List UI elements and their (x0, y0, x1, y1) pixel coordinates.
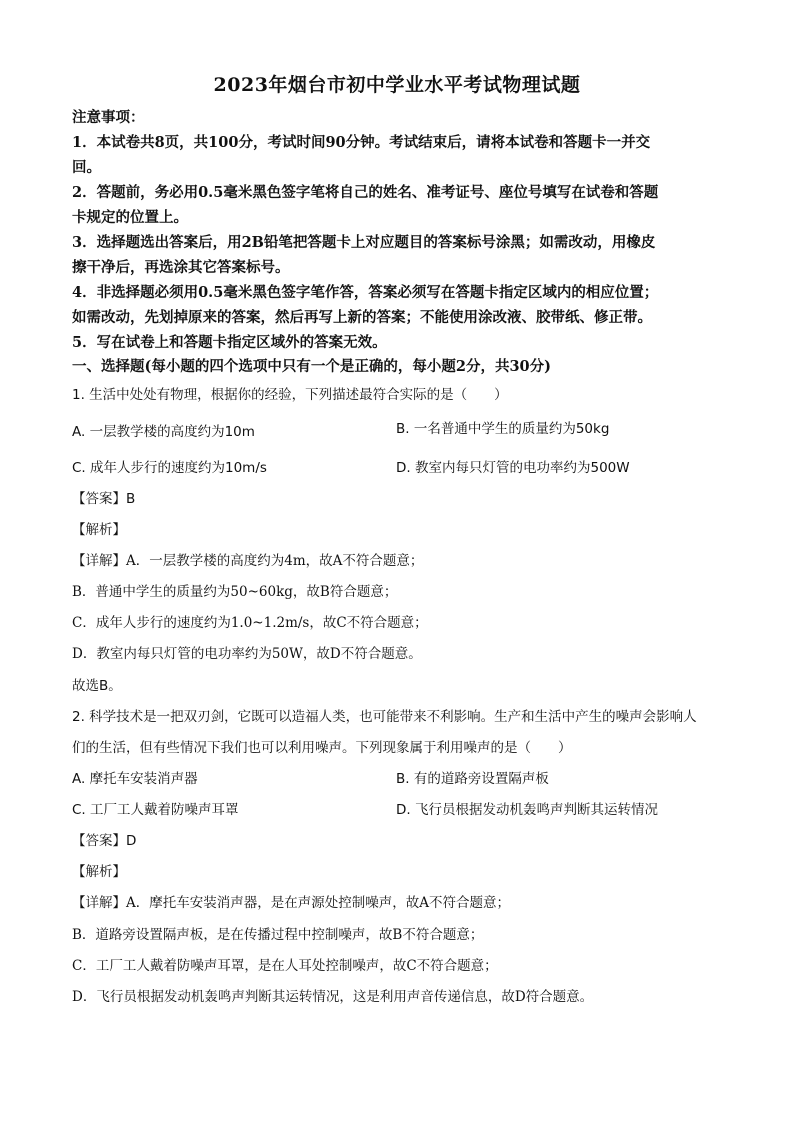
note-line: 如需改动，先划掉原来的答案，然后再写上新的答案；不能使用涂改液、胶带纸、修正带。 (72, 309, 652, 326)
q1-detail-line: 【详解】A．一层教学楼的高度约为4m，故A不符合题意； (72, 553, 424, 569)
question-2-stem: 们的生活，但有些情况下我们也可以利用噪声。下列现象属于利用噪声的是（ ） (72, 740, 572, 756)
note-line: 卡规定的位置上。 (72, 209, 188, 226)
note-line: 2．答题前，务必用0.5毫米黑色签字笔将自己的姓名、准考证号、座位号填写在试卷和答题 (72, 184, 659, 201)
q2-option-d: D. 飞行员根据发动机轰鸣声判断其运转情况 (396, 802, 658, 818)
note-line: 回。 (72, 159, 101, 176)
question-1-stem: 1. 生活中处处有物理，根据你的经验，下列描述最符合实际的是（ ） (72, 387, 508, 403)
q2-detail-line: D．飞行员根据发动机轰鸣声判断其运转情况，这是利用声音传递信息，故D符合题意。 (72, 989, 594, 1005)
q1-option-c: C. 成年人步行的速度约为10m/s (72, 460, 267, 476)
q2-option-b: B. 有的道路旁设置隔声板 (396, 771, 549, 787)
q1-detail-line: B．普通中学生的质量约为50~60kg，故B符合题意； (72, 584, 398, 600)
q2-option-c: C. 工厂工人戴着防噪声耳罩 (72, 802, 239, 818)
q2-detail-line: C．工厂工人戴着防噪声耳罩，是在人耳处控制噪声，故C不符合题意； (72, 958, 498, 974)
q1-answer: 【答案】B (72, 491, 136, 507)
q2-answer: 【答案】D (72, 833, 137, 849)
note-line: 1．本试卷共8页，共100分，考试时间90分钟。考试结束后，请将本试卷和答题卡一并交 (72, 134, 651, 151)
q2-detail-line: B．道路旁设置隔声板，是在传播过程中控制噪声，故B不符合题意； (72, 927, 484, 943)
note-line: 3．选择题选出答案后，用2B铅笔把答题卡上对应题目的答案标号涂黑；如需改动，用橡皮 (72, 234, 656, 251)
page-title: 2023年烟台市初中学业水平考试物理试题 (213, 74, 581, 96)
q2-option-a: A. 摩托车安装消声器 (72, 771, 198, 787)
note-line: 4．非选择题必须用0.5毫米黑色签字笔作答，答案必须写在答题卡指定区域内的相应位置； (72, 284, 659, 301)
note-line: 擦干净后，再选涂其它答案标号。 (72, 259, 290, 276)
q1-detail-line: D．教室内每只灯管的电功率约为50W，故D不符合题意。 (72, 646, 422, 662)
q1-analysis-label: 【解析】 (72, 522, 126, 538)
q1-detail-line: 故选B。 (72, 678, 122, 694)
q1-option-a: A. 一层教学楼的高度约为10m (72, 424, 255, 440)
q2-detail-line: 【详解】A．摩托车安装消声器，是在声源处控制噪声，故A不符合题意； (72, 895, 510, 911)
q1-detail-line: C．成年人步行的速度约为1.0~1.2m/s，故C不符合题意； (72, 615, 428, 631)
q1-option-d: D. 教室内每只灯管的电功率约为500W (396, 460, 630, 476)
question-2-stem: 2. 科学技术是一把双刃剑，它既可以造福人类，也可能带来不利影响。生产和生活中产生的噪声会影响人 (72, 709, 697, 725)
q1-option-b: B. 一名普通中学生的质量约为50kg (396, 421, 610, 437)
notes-heading: 注意事项： (72, 109, 145, 126)
q2-analysis-label: 【解析】 (72, 864, 126, 880)
note-line: 5．写在试卷上和答题卡指定区域外的答案无效。 (72, 334, 387, 351)
section-heading: 一、选择题(每小题的四个选项中只有一个是正确的，每小题2分，共30分) (72, 358, 551, 375)
